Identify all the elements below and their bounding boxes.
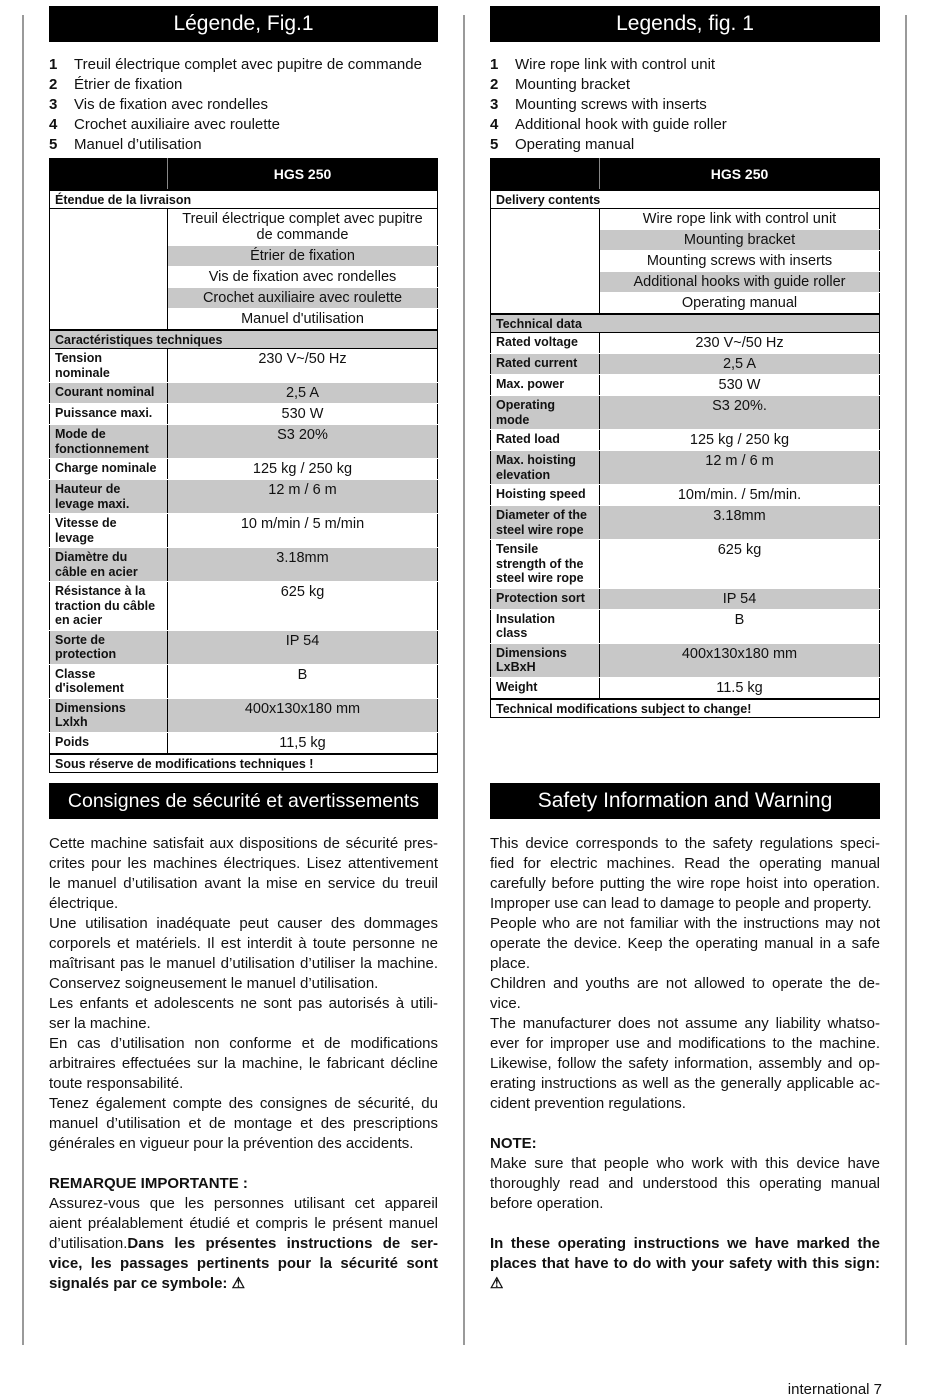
section-row-technical	[50, 330, 438, 349]
text-line: En cas d’utilisation non conforme et de modifications	[49, 1035, 438, 1052]
spec-row	[491, 333, 880, 354]
text-line	[49, 1254, 438, 1274]
spec-value: 400x130x180 mm	[600, 643, 880, 677]
legend-number: 3	[49, 96, 58, 113]
paragraph	[490, 974, 880, 1014]
paragraph	[49, 834, 438, 914]
spec-value: 2,5 A	[168, 383, 438, 404]
spec-value: 625 kg	[168, 582, 438, 631]
text-segment: d’utilisation.	[49, 1235, 128, 1252]
spec-label-line: d'isolement	[55, 681, 124, 695]
text-line: places that have to do with your safety with this sign:	[490, 1255, 880, 1272]
spec-value: 3.18mm	[168, 548, 438, 582]
spec-label-line: strength of the	[496, 556, 584, 571]
spec-value: 3.18mm	[600, 506, 880, 540]
spec-value: 10 m/min / 5 m/min	[168, 514, 438, 548]
legend-text: Vis de fixation avec rondelles	[74, 96, 269, 113]
spec-row	[50, 514, 438, 548]
spec-label	[491, 396, 600, 430]
spec-label-line: Lxlxh	[55, 715, 88, 729]
legend-item	[490, 135, 880, 155]
spec-label-line: Operating	[496, 398, 556, 412]
section-title: Delivery contents	[491, 190, 880, 209]
text-line: In these operating instructions we have marked the	[490, 1235, 880, 1252]
spec-label-line: Résistance à la	[55, 584, 146, 598]
section-title: Technical data	[491, 314, 880, 333]
text-line: Children and youths are not allowed to operate the de-	[490, 975, 880, 992]
spec-row	[491, 609, 880, 643]
spec-label-line: câble en acier	[55, 564, 138, 579]
section-row-delivery	[491, 190, 880, 209]
paragraph	[49, 1034, 438, 1094]
text-line: ever for improper use and modifications to the machine.	[490, 1035, 880, 1052]
spec-row	[491, 451, 880, 485]
spec-value: B	[168, 664, 438, 698]
header-blank-cell	[491, 159, 600, 191]
legend-number: 5	[490, 136, 499, 153]
spec-label-line: traction du câble	[55, 598, 156, 613]
paragraph	[49, 1194, 438, 1294]
paragraph	[490, 1154, 880, 1214]
spec-value: 2,5 A	[600, 354, 880, 375]
section-title: Caractéristiques techniques	[50, 330, 438, 349]
delivery-item: Wire rope link with control unit	[600, 209, 880, 230]
spec-label-line: steel wire rope	[496, 571, 584, 585]
text-line: The manufacturer does not assume any liability whatso-	[490, 1015, 880, 1032]
spec-row	[50, 459, 438, 480]
text-line: thoroughly read and understood this operating manual	[490, 1175, 880, 1192]
text-line: Likewise, follow the safety information, assembly and op-	[490, 1055, 880, 1072]
delivery-item: Operating manual	[600, 293, 880, 315]
spec-row	[50, 698, 438, 732]
english-column	[490, 6, 880, 718]
spec-table-fr	[49, 158, 438, 773]
spec-value: 530 W	[168, 404, 438, 425]
safety-text-fr	[49, 834, 438, 1294]
bold-text: signalés par ce symbole: ⚠	[49, 1275, 246, 1292]
spec-label	[50, 548, 168, 582]
spec-value: 10m/min. / 5m/min.	[600, 485, 880, 506]
delivery-label-cell	[491, 209, 600, 315]
legend-number: 3	[490, 96, 499, 113]
spec-label-line: protection	[55, 647, 117, 661]
legend-text: Treuil électrique complet avec pupitre de commande	[74, 56, 422, 73]
paragraph	[49, 914, 438, 994]
spec-row	[50, 548, 438, 582]
section-row-technical	[491, 314, 880, 333]
text-line: Improper use can lead to damage to people and property.	[490, 895, 872, 912]
text-line: NOTE:	[490, 1135, 537, 1152]
section-title: Étendue de la livraison	[50, 190, 438, 209]
spec-label-line: Hauteur de	[55, 482, 121, 496]
spec-label-line: class	[496, 626, 528, 640]
delivery-item: Mounting bracket	[600, 230, 880, 251]
spec-row	[491, 540, 880, 589]
delivery-item: Vis de fixation avec rondelles	[168, 267, 438, 288]
paragraph	[490, 834, 880, 914]
model-name: HGS 250	[168, 159, 438, 191]
legend-text: Wire rope link with control unit	[515, 56, 716, 73]
text-line: carefully before putting the wire rope hoist into operation.	[490, 875, 880, 892]
page-number: international 7	[787, 1381, 882, 1398]
legend-text: Operating manual	[515, 136, 635, 153]
spec-label: Charge nominale	[50, 459, 168, 480]
spec-value: 125 kg / 250 kg	[600, 430, 880, 451]
legend-item	[49, 135, 438, 155]
spec-value: IP 54	[168, 630, 438, 664]
legend-item	[490, 75, 880, 95]
spec-row	[50, 582, 438, 631]
delivery-item: Manuel d'utilisation	[168, 309, 438, 331]
spec-row	[50, 630, 438, 664]
spec-label-line: elevation	[496, 467, 551, 482]
spec-label-line: levage	[55, 530, 94, 545]
legend-item	[490, 95, 880, 115]
legend-text: Mounting bracket	[515, 76, 631, 93]
spec-value: 125 kg / 250 kg	[168, 459, 438, 480]
legend-item	[49, 55, 438, 75]
delivery-item: Treuil électrique complet avec pupitre de commande	[168, 209, 438, 246]
text-line: erating instructions as well as the generally applicable ac-	[490, 1075, 880, 1092]
spec-label	[50, 480, 168, 514]
spec-value: 230 V~/50 Hz	[600, 333, 880, 354]
spec-value: 12 m / 6 m	[168, 480, 438, 514]
spec-value: S3 20%	[168, 425, 438, 459]
legend-item	[49, 115, 438, 135]
model-name: HGS 250	[600, 159, 880, 191]
spec-value: B	[600, 609, 880, 643]
paragraph	[49, 994, 438, 1034]
table-header-row	[50, 159, 438, 191]
safety-text-en	[490, 834, 880, 1294]
table-header-row	[491, 159, 880, 191]
legend-text: Crochet auxiliaire avec roulette	[74, 116, 280, 133]
left-margin-rule	[22, 15, 24, 1345]
spec-label: Puissance maxi.	[50, 404, 168, 425]
spec-value: 625 kg	[600, 540, 880, 589]
legend-number: 2	[49, 76, 58, 93]
spec-row	[491, 485, 880, 506]
spec-row	[491, 396, 880, 430]
legend-item	[490, 115, 880, 135]
delivery-row	[491, 209, 880, 230]
spec-label-line: Dimensions	[55, 700, 126, 715]
safety-heading-en: Safety Information and Warning	[490, 783, 880, 819]
spec-value: IP 54	[600, 588, 880, 609]
spec-label-line: Tensile	[496, 542, 539, 556]
delivery-label-cell	[50, 209, 168, 331]
legend-number: 4	[49, 116, 58, 133]
text-line: Cette machine satisfait aux dispositions de sécurité pres-	[49, 835, 438, 852]
text-line: Assurez-vous que les personnes utilisant cet appareil	[49, 1195, 438, 1212]
paragraph	[490, 1134, 880, 1154]
spec-row	[491, 430, 880, 451]
spec-label-line: Diamètre du	[55, 550, 128, 564]
spec-value: 230 V~/50 Hz	[168, 349, 438, 383]
spec-label-line: Insulation	[496, 611, 556, 626]
spec-label-line: LxBxH	[496, 660, 536, 674]
text-line	[49, 1234, 438, 1254]
spec-label: Rated current	[491, 354, 600, 375]
legend-heading-fr: Légende, Fig.1	[49, 6, 438, 42]
table-footer-row	[491, 699, 880, 718]
spec-label: Protection sort	[491, 588, 600, 609]
safety-section-en	[490, 783, 880, 1294]
section-row-delivery	[50, 190, 438, 209]
text-line: operate the device. Keep the operating manual in a safe	[490, 935, 880, 952]
text-line: before operation.	[490, 1195, 604, 1212]
spec-label-line: nominale	[55, 365, 110, 380]
legend-list-en	[490, 55, 880, 155]
safety-section-fr	[49, 783, 438, 1294]
spec-label	[491, 540, 600, 589]
spec-label	[491, 609, 600, 643]
text-line: vice.	[490, 995, 521, 1012]
spec-value: S3 20%.	[600, 396, 880, 430]
table-footer-note: Sous réserve de modifications techniques !	[50, 754, 438, 773]
text-line: manuel d’utilisation et de montage et des prescriptions	[49, 1115, 438, 1132]
spec-value: 530 W	[600, 375, 880, 396]
text-line: place.	[490, 955, 531, 972]
paragraph	[49, 1094, 438, 1154]
spec-label	[50, 630, 168, 664]
spec-row	[50, 349, 438, 383]
paragraph	[490, 914, 880, 974]
spec-label: Courant nominal	[50, 383, 168, 404]
legend-text: Additional hook with guide roller	[515, 116, 727, 133]
text-line: Make sure that people who work with this device have	[490, 1155, 880, 1172]
text-line: People who are not familiar with the instructions may not	[490, 915, 880, 932]
spec-value: 11.5 kg	[600, 677, 880, 699]
spec-label-line: mode	[496, 412, 530, 427]
spec-label-line: en acier	[55, 613, 103, 627]
spec-label-line: steel wire rope	[496, 522, 584, 537]
text-line	[49, 1274, 438, 1294]
spec-label	[50, 664, 168, 698]
spec-label: Rated load	[491, 430, 600, 451]
legend-number: 5	[49, 136, 58, 153]
safety-heading-fr: Consignes de sécurité et avertissements	[49, 783, 438, 819]
spec-row	[50, 425, 438, 459]
spec-value: 400x130x180 mm	[168, 698, 438, 732]
legend-number: 1	[490, 56, 499, 73]
text-line: ser la machine.	[49, 1015, 151, 1032]
text-line: toute responsabilité.	[49, 1075, 184, 1092]
bold-text: vice, les passages pertinents pour la sécurité sont	[49, 1255, 438, 1272]
spec-row	[491, 354, 880, 375]
text-line: corporels et matériels. Il est interdit à toute personne ne	[49, 935, 438, 952]
text-line: crites pour les machines électriques. Lisez attentivement	[49, 855, 438, 872]
spec-label-line: Sorte de	[55, 632, 106, 647]
spec-label: Max. power	[491, 375, 600, 396]
spec-label-line: Mode de	[55, 427, 106, 441]
spec-label: Weight	[491, 677, 600, 699]
legend-item	[49, 95, 438, 115]
paragraph	[490, 1014, 880, 1114]
spec-label	[491, 451, 600, 485]
spec-row	[491, 588, 880, 609]
delivery-item: Crochet auxiliaire avec roulette	[168, 288, 438, 309]
legend-number: 2	[490, 76, 499, 93]
spec-label-line: fonctionnement	[55, 441, 149, 456]
spec-label: Hoisting speed	[491, 485, 600, 506]
spec-label	[50, 582, 168, 631]
text-line: cident prevention regulations.	[490, 1095, 686, 1112]
text-line: aient préalablement étudié et compris le présent manuel	[49, 1215, 438, 1232]
paragraph	[490, 1234, 880, 1294]
text-line: REMARQUE IMPORTANTE :	[49, 1175, 248, 1192]
text-line: Tenez également compte des consignes de sécurité, du	[49, 1095, 438, 1112]
delivery-row	[50, 209, 438, 246]
legend-number: 1	[49, 56, 58, 73]
spec-row	[50, 383, 438, 404]
spec-row	[50, 664, 438, 698]
spec-row	[491, 677, 880, 699]
legend-text: Mounting screws with inserts	[515, 96, 707, 113]
text-line: Conservez soigneusement le manuel d’utilisation.	[49, 975, 379, 992]
spec-label-line: Classe	[55, 666, 96, 681]
text-line: Une utilisation inadéquate peut causer des dommages	[49, 915, 438, 932]
center-column-rule	[463, 15, 465, 1345]
legend-item	[490, 55, 880, 75]
bold-text: Dans les présentes instructions de ser-	[127, 1235, 438, 1252]
text-line: Les enfants et adolescents ne sont pas autorisés à utili-	[49, 995, 438, 1012]
spec-label-line: Vitesse de	[55, 516, 117, 530]
legend-heading-en: Legends, fig. 1	[490, 6, 880, 42]
spec-label-line: Tension	[55, 351, 102, 365]
spec-label-line: Diameter of the	[496, 508, 587, 522]
delivery-item: Additional hooks with guide roller	[600, 272, 880, 293]
spec-label	[50, 698, 168, 732]
spec-label-line: Max. hoisting	[496, 453, 576, 467]
spec-row	[491, 375, 880, 396]
spec-row	[50, 404, 438, 425]
spec-label-line: levage maxi.	[55, 496, 130, 511]
right-margin-rule	[905, 15, 907, 1345]
legend-item	[49, 75, 438, 95]
header-blank-cell	[50, 159, 168, 191]
legend-number: 4	[490, 116, 499, 133]
delivery-item: Étrier de fixation	[168, 246, 438, 267]
french-column	[49, 6, 438, 773]
spec-row	[491, 506, 880, 540]
delivery-item: Mounting screws with inserts	[600, 251, 880, 272]
text-line: fied for electric machines. Read the operating manual	[490, 855, 880, 872]
text-line: électrique.	[49, 895, 119, 912]
paragraph	[49, 1174, 438, 1194]
text-line: générales en vigueur pour la prévention des accidents.	[49, 1135, 414, 1152]
spec-label	[491, 506, 600, 540]
spec-label-line: Dimensions	[496, 645, 567, 660]
spec-value: 12 m / 6 m	[600, 451, 880, 485]
legend-list-fr	[49, 55, 438, 155]
spec-value: 11,5 kg	[168, 732, 438, 754]
table-footer-note: Technical modifications subject to change!	[491, 699, 880, 718]
spec-label	[50, 425, 168, 459]
legend-text: Étrier de fixation	[74, 76, 183, 93]
text-line: arbitraires effectuées sur la machine, le fabricant décline	[49, 1055, 438, 1072]
table-footer-row	[50, 754, 438, 773]
spec-table-en	[490, 158, 880, 718]
text-line: ⚠	[490, 1275, 504, 1292]
spec-label	[50, 514, 168, 548]
spec-label: Poids	[50, 732, 168, 754]
text-line: This device corresponds to the safety regulations speci-	[490, 835, 880, 852]
spec-label	[491, 643, 600, 677]
text-line: le manuel d’utilisation avant la mise en service du treuil	[49, 875, 438, 892]
spec-row	[50, 732, 438, 754]
spec-row	[50, 480, 438, 514]
spec-row	[491, 643, 880, 677]
spec-label	[50, 349, 168, 383]
legend-text: Manuel d’utilisation	[74, 136, 202, 153]
text-line: maîtrisant pas le manuel d’utilisation d’utiliser la machine.	[49, 955, 438, 972]
spec-label: Rated voltage	[491, 333, 600, 354]
